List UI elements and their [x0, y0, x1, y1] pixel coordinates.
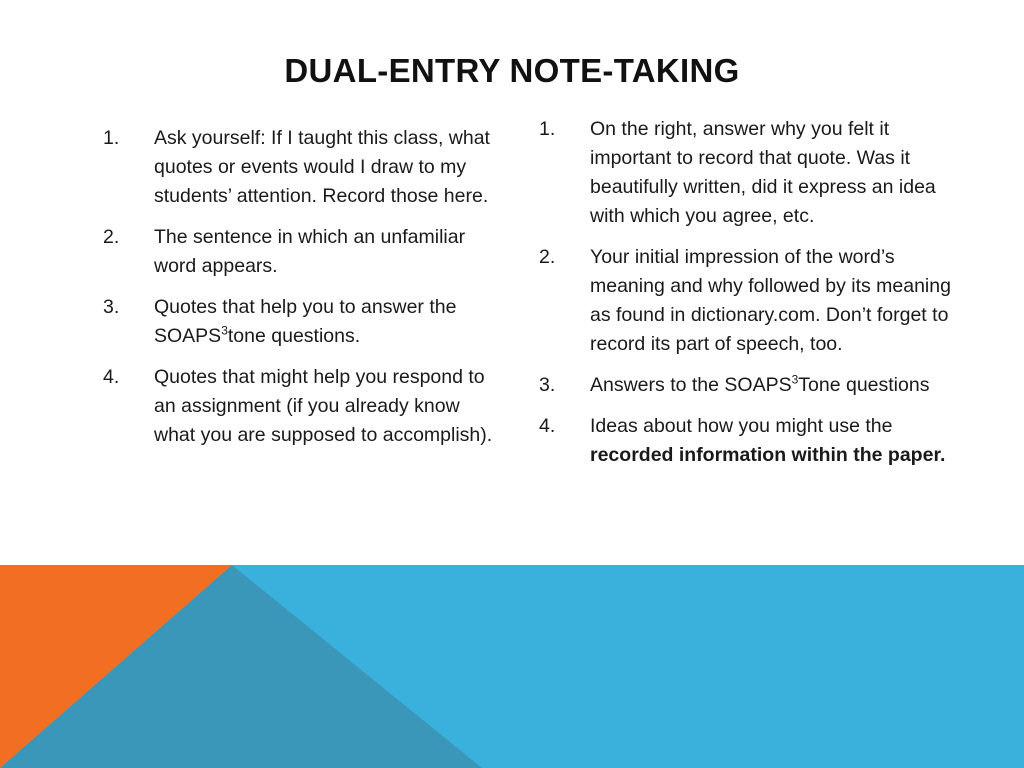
- list-item: [539, 243, 969, 359]
- text-run: Ideas about how you might use the: [590, 415, 893, 437]
- list-item-text: [590, 374, 929, 396]
- list-item: [103, 363, 503, 450]
- slide-title: DUAL-ENTRY NOTE-TAKING: [284, 52, 740, 89]
- list-item: [539, 115, 969, 231]
- left-column-list: [103, 124, 503, 462]
- list-item-number: 2.: [539, 246, 556, 268]
- bold-text: recorded information within the paper.: [590, 444, 946, 466]
- list-item-text: [154, 366, 492, 446]
- list-item-number: 4.: [539, 415, 556, 437]
- list-item-text: [154, 226, 465, 277]
- text-run: Answers to the SOAPS: [590, 374, 792, 396]
- text-run: Your initial impression of the word’s meaning and why followed by its meaning as found in dictionary.com. Don’t forget to record its part of speech, too.: [590, 246, 951, 355]
- superscript-text: 3: [791, 372, 799, 387]
- text-run: Ask yourself: If I taught this class, what quotes or events would I draw to my students’ attention. Record those here.: [154, 127, 490, 207]
- list-item-text: [590, 415, 945, 466]
- text-run: Tone questions: [798, 374, 930, 396]
- text-run: The sentence in which an unfamiliar word appears.: [154, 226, 466, 277]
- list-item-text: [590, 118, 936, 227]
- list-item-number: 2.: [103, 226, 120, 248]
- list-item-number: 1.: [539, 118, 556, 140]
- list-item-text: [590, 246, 951, 355]
- text-run: On the right, answer why you felt it important to record that quote. Was it beautifully written, did it express an idea with which you agree, etc.: [590, 118, 936, 227]
- decorative-footer-band: [0, 565, 1024, 768]
- superscript-text: 3: [221, 323, 228, 338]
- right-column-list: [539, 115, 969, 482]
- list-item-number: 4.: [103, 366, 120, 388]
- text-run: Quotes that help you to answer the SOAPS: [154, 296, 457, 347]
- list-item-number: 1.: [103, 127, 120, 149]
- list-item-number: 3.: [539, 374, 556, 396]
- list-item-text: [154, 296, 456, 347]
- list-item: [103, 124, 503, 211]
- list-item: [539, 371, 969, 400]
- list-item: [539, 412, 969, 470]
- list-item: [103, 223, 503, 281]
- text-run: tone questions.: [227, 325, 361, 347]
- list-item-number: 3.: [103, 296, 120, 318]
- text-run: Quotes that might help you respond to an assignment (if you already know what you are supposed to accomplish).: [154, 366, 493, 446]
- list-item-text: [154, 127, 490, 207]
- list-item: [103, 293, 503, 351]
